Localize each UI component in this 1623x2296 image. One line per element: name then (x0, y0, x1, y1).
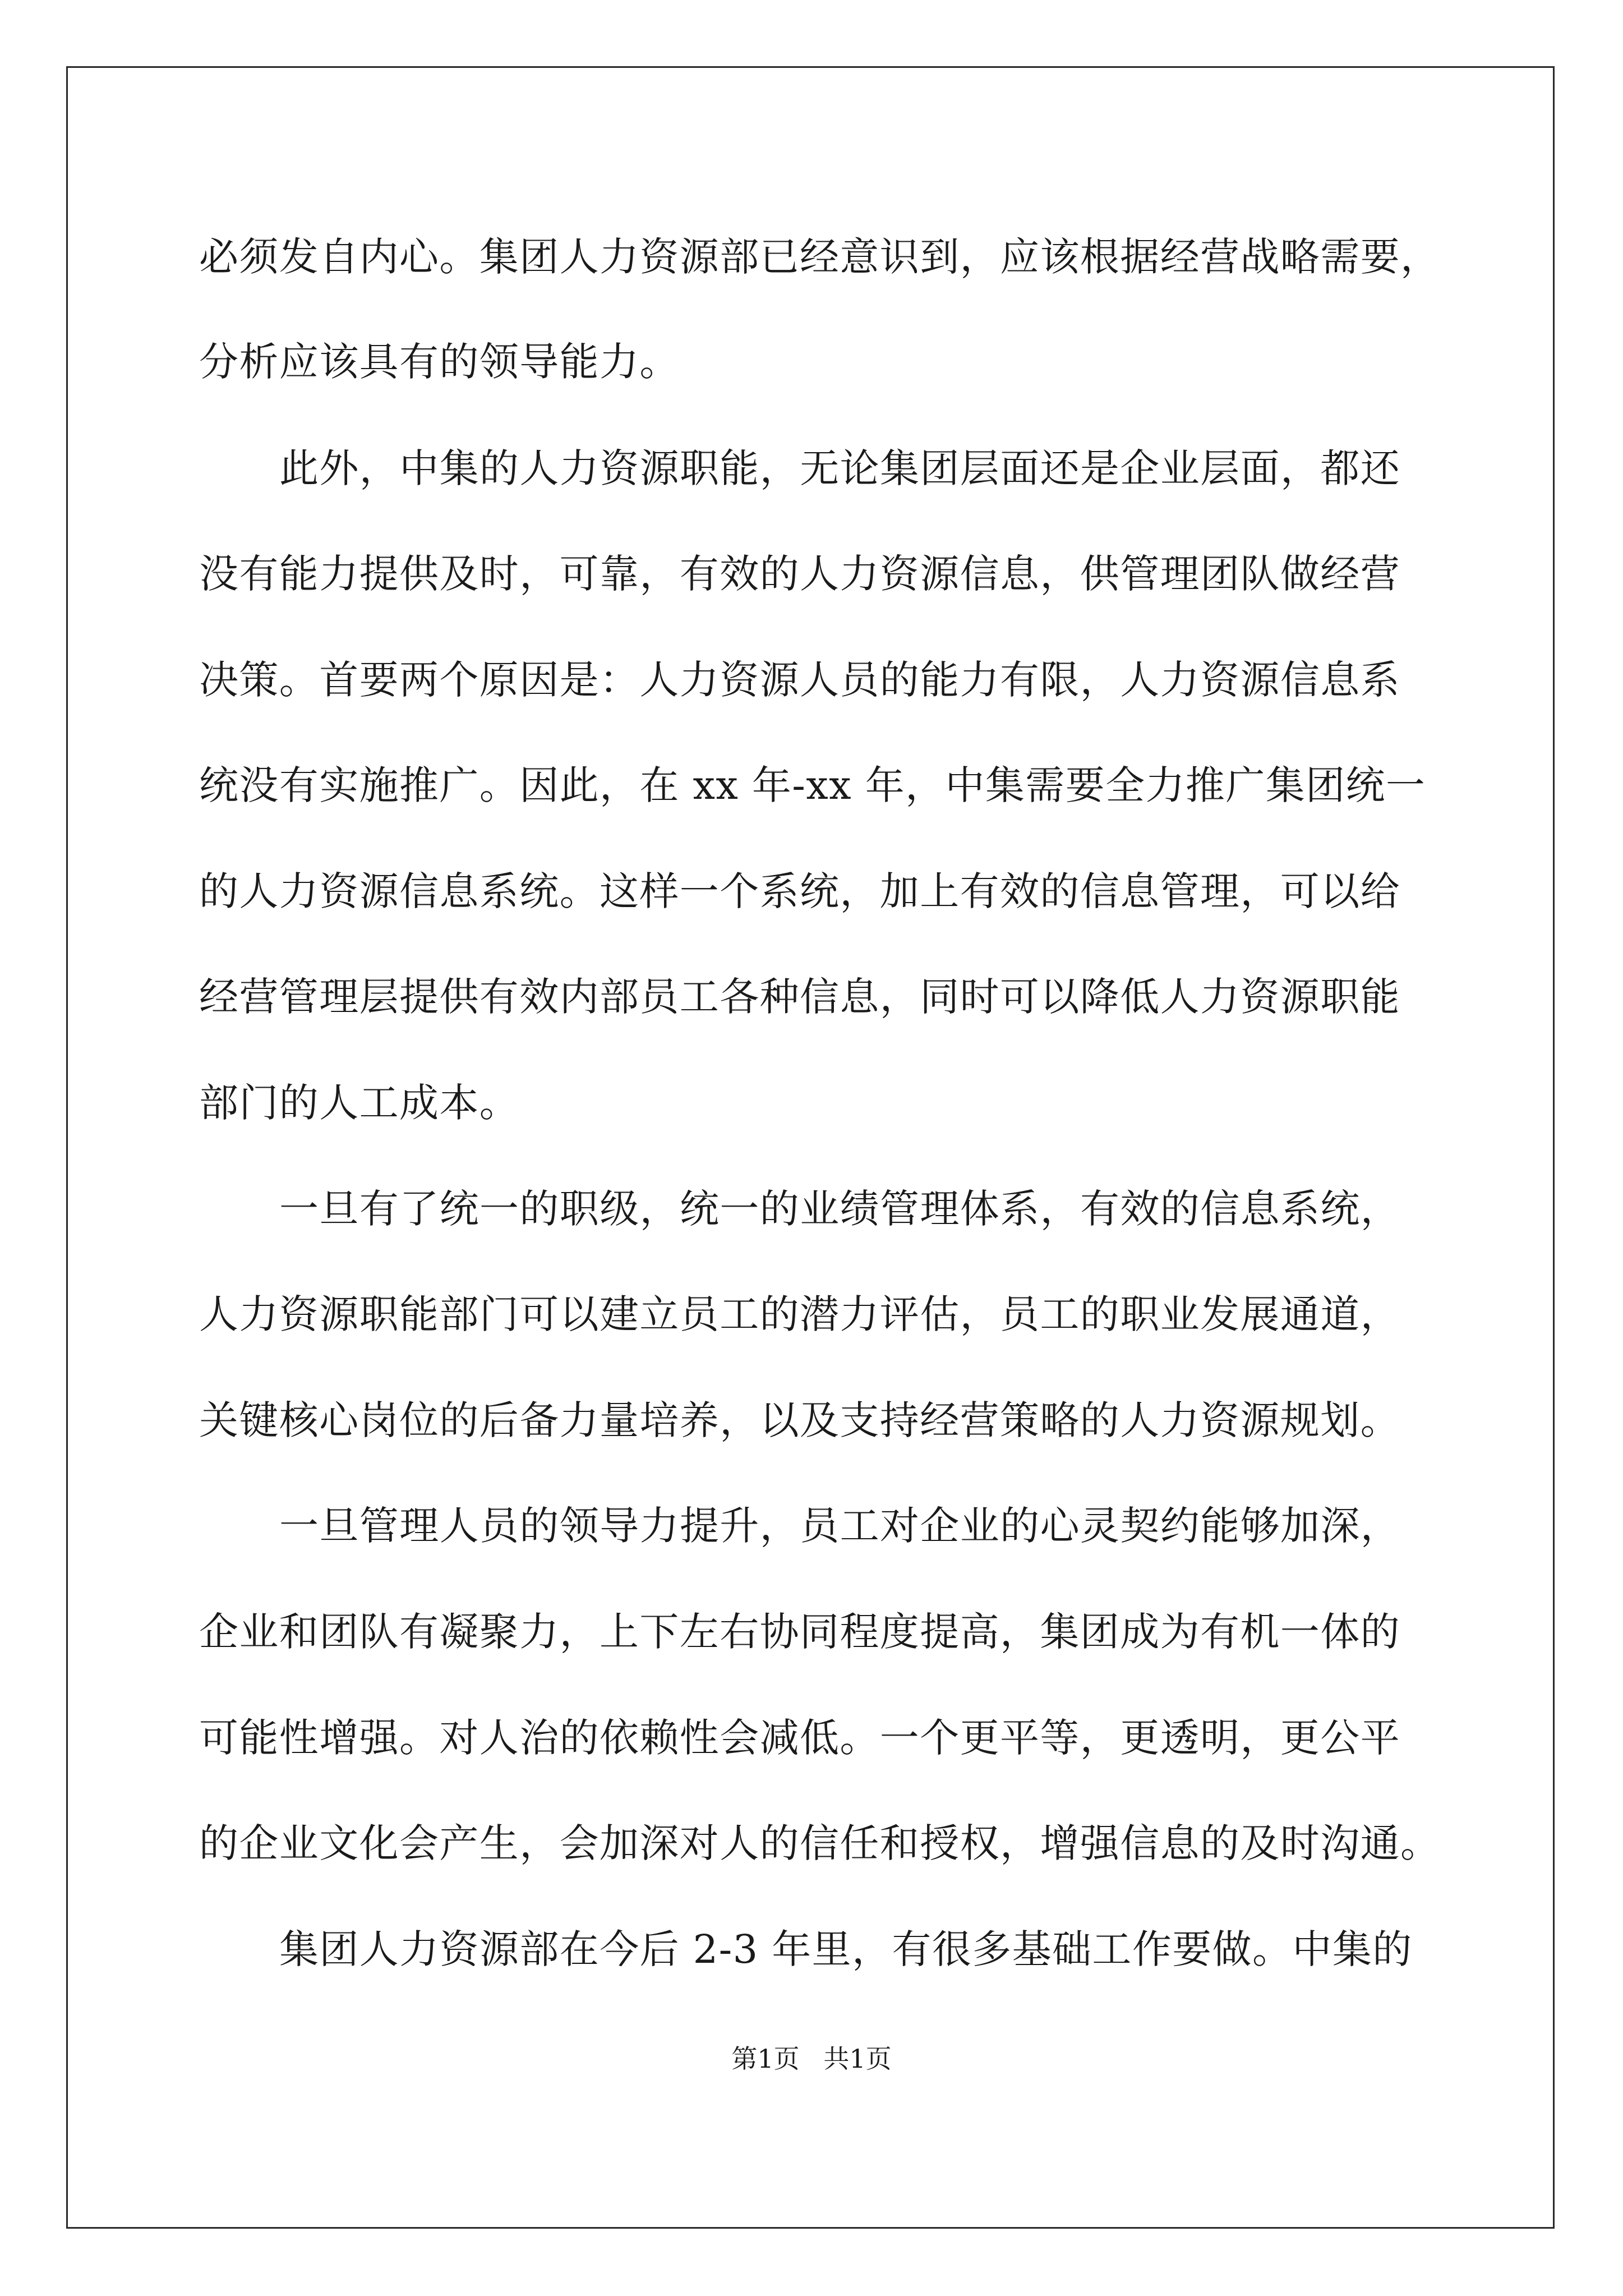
page-border (66, 66, 1555, 2229)
text-line: 企业和团队有凝聚力，上下左右协同程度提高，集团成为有机一体的 (199, 1609, 1400, 1655)
text-line: 统没有实施推广。因此，在 xx 年-xx 年，中集需要全力推广集团统一 (199, 762, 1426, 808)
text-line: 的人力资源信息系统。这样一个系统，加上有效的信息管理，可以给 (199, 868, 1400, 914)
text-line: 没有能力提供及时，可靠，有效的人力资源信息，供管理团队做经营 (199, 551, 1400, 597)
page-total: 共1页 (823, 2044, 892, 2074)
paragraph-start-line: 一旦有了统一的职级，统一的业绩管理体系，有效的信息系统， (279, 1186, 1401, 1232)
page-number: 第1页 (731, 2044, 800, 2074)
text-line: 分析应该具有的领导能力。 (199, 339, 680, 385)
text-line: 决策。首要两个原因是：人力资源人员的能力有限，人力资源信息系 (199, 657, 1400, 703)
page-footer (0, 2042, 1623, 2076)
paragraph-start-line: 此外，中集的人力资源职能，无论集团层面还是企业层面，都还 (279, 445, 1401, 491)
paragraph-start-line: 一旦管理人员的领导力提升，员工对企业的心灵契约能够加深， (279, 1503, 1401, 1549)
text-line: 的企业文化会产生，会加深对人的信任和授权，增强信息的及时沟通。 (199, 1820, 1441, 1866)
text-line: 可能性增强。对人治的依赖性会减低。一个更平等，更透明，更公平 (199, 1715, 1400, 1761)
text-line: 关键核心岗位的后备力量培养，以及支持经营策略的人力资源规划。 (199, 1397, 1400, 1443)
text-line: 必须发自内心。集团人力资源部已经意识到，应该根据经营战略需要， (199, 234, 1441, 280)
paragraph-start-line: 集团人力资源部在今后 2-3 年里，有很多基础工作要做。中集的 (279, 1926, 1413, 1972)
text-line: 人力资源职能部门可以建立员工的潜力评估，员工的职业发展通道， (199, 1291, 1400, 1337)
text-line: 经营管理层提供有效内部员工各种信息，同时可以降低人力资源职能 (199, 974, 1400, 1020)
text-line: 部门的人工成本。 (199, 1080, 520, 1126)
